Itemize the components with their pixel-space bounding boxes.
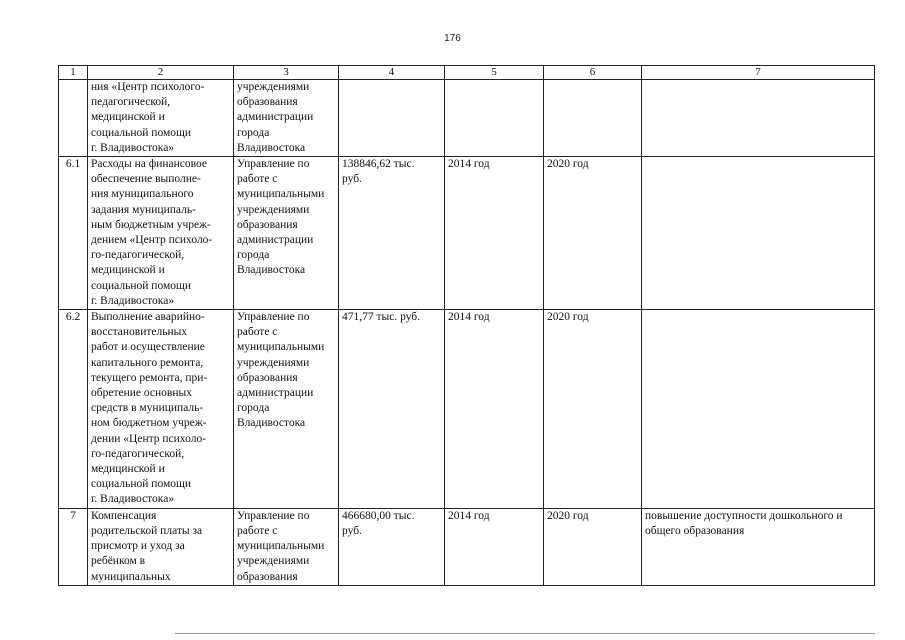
end-year-cell: 2020 год xyxy=(544,508,642,585)
start-year-cell: 2014 год xyxy=(445,310,544,509)
table-row xyxy=(59,310,875,509)
end-year-cell: 2020 год xyxy=(544,310,642,509)
table-row xyxy=(59,508,875,585)
end-year-cell xyxy=(544,80,642,157)
start-year-cell xyxy=(445,80,544,157)
event-name-cell: Компенсация родительской платы за присмотр и уход за ребёнком в муниципальных xyxy=(88,508,234,585)
document-table xyxy=(58,65,875,586)
executor-cell: Управление по работе с муниципальными учреждениями образования xyxy=(234,508,339,585)
expected-result-cell xyxy=(642,80,875,157)
funding-cell: 471,77 тыс. руб. xyxy=(339,310,445,509)
column-header: 1 xyxy=(59,66,88,80)
column-header: 3 xyxy=(234,66,339,80)
row-number-cell: 6.1 xyxy=(59,157,88,310)
column-header: 5 xyxy=(445,66,544,80)
expected-result-cell xyxy=(642,310,875,509)
start-year-cell: 2014 год xyxy=(445,157,544,310)
event-name-cell: ния «Центр психолого- педагогической, медицинской и социальной помощи г. Владивостока» xyxy=(88,80,234,157)
table-row xyxy=(59,80,875,157)
executor-cell: учреждениями образования администрации города Владивостока xyxy=(234,80,339,157)
start-year-cell: 2014 год xyxy=(445,508,544,585)
page-number: 176 xyxy=(444,33,461,44)
row-number-cell: 6.2 xyxy=(59,310,88,509)
event-name-cell: Расходы на финансовое обеспечение выполне- ния муниципального задания муниципаль- ным бюджетным учреж- дением «Центр психоло- го-педагогической, медицинской и социальной помощи г. Владивостока» xyxy=(88,157,234,310)
event-name-cell: Выполнение аварийно- восстановительных работ и осуществление капитального ремонта, текущего ремонта, при- обретение основных средств в муниципаль- ном бюджетном учреж- дении «Центр психоло- го-педагогической, медицинской и социальной помощи г. Владивостока» xyxy=(88,310,234,509)
column-header: 7 xyxy=(642,66,875,80)
scan-edge-line xyxy=(175,633,875,634)
expected-result-cell: повышение доступности дошкольного и общего образования xyxy=(642,508,875,585)
funding-cell: 466680,00 тыс. руб. xyxy=(339,508,445,585)
table-header-row xyxy=(59,66,875,80)
executor-cell: Управление по работе с муниципальными учреждениями образования администрации города Владивостока xyxy=(234,157,339,310)
table-row xyxy=(59,157,875,310)
column-header: 4 xyxy=(339,66,445,80)
expected-result-cell xyxy=(642,157,875,310)
funding-cell: 138846,62 тыс. руб. xyxy=(339,157,445,310)
row-number-cell xyxy=(59,80,88,157)
row-number-cell: 7 xyxy=(59,508,88,585)
column-header: 6 xyxy=(544,66,642,80)
funding-cell xyxy=(339,80,445,157)
end-year-cell: 2020 год xyxy=(544,157,642,310)
column-header: 2 xyxy=(88,66,234,80)
executor-cell: Управление по работе с муниципальными учреждениями образования администрации города Владивостока xyxy=(234,310,339,509)
